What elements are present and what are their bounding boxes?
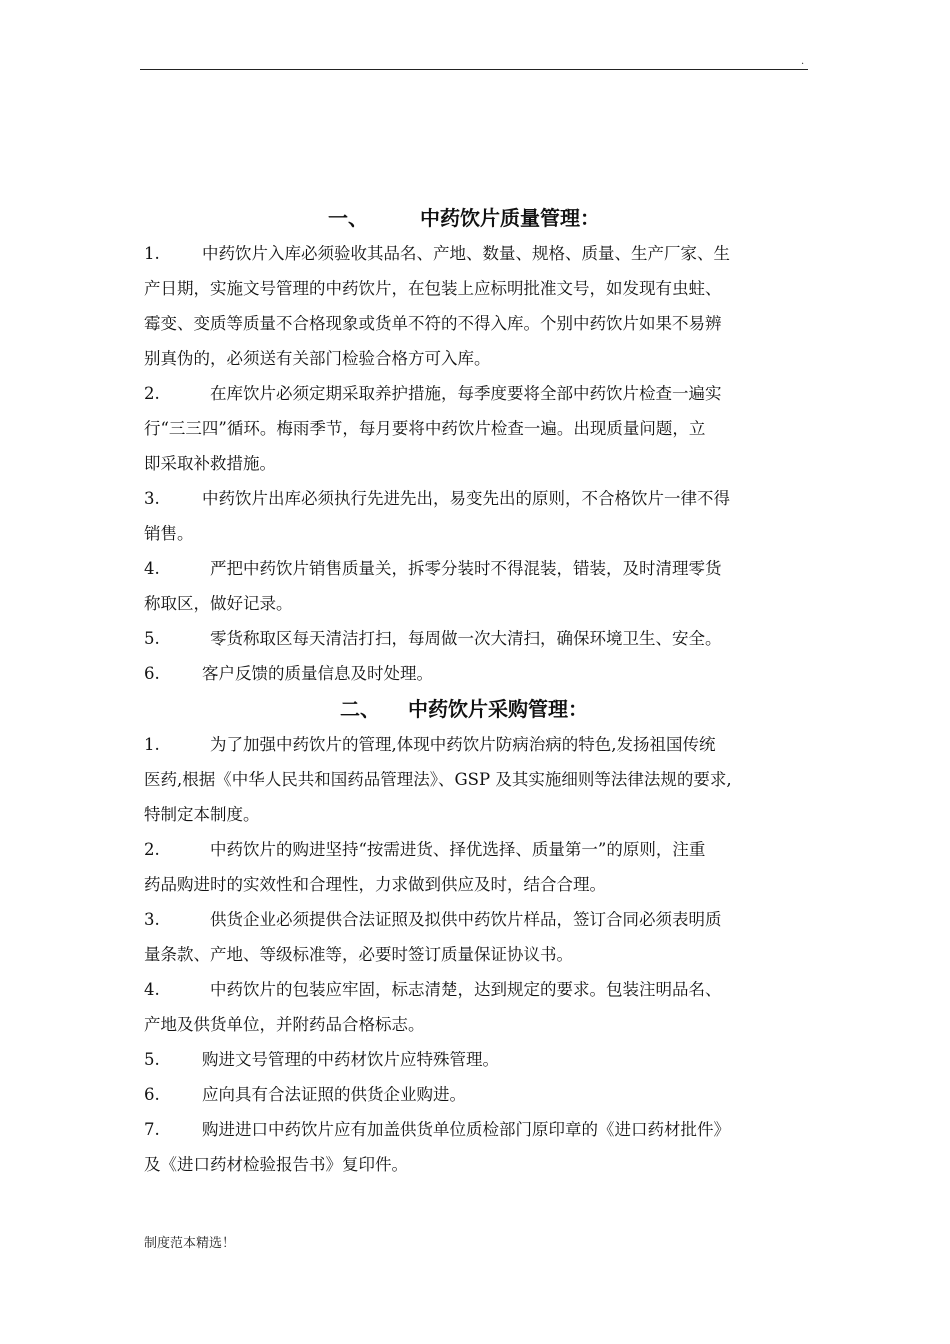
header-rule <box>140 69 808 70</box>
item-number: 1. <box>144 244 160 263</box>
item-number: 1. <box>144 735 160 754</box>
item-text: 供货企业必须提供合法证照及拟供中药饮片样品，签订合同必须表明质 <box>210 910 722 929</box>
item-number: 5. <box>144 629 160 648</box>
item-text: 购进进口中药饮片应有加盖供货单位质检部门原印章的《进口药材批件》 <box>202 1120 730 1139</box>
item-line <box>144 656 816 691</box>
item-line <box>144 832 816 867</box>
item-line <box>144 1042 816 1077</box>
item-text: 量条款、产地、等级标准等，必要时签订质量保证协议书。 <box>144 945 573 964</box>
item-text: 及《进口药材检验报告书》复印件。 <box>144 1155 408 1174</box>
item-line <box>144 1112 816 1147</box>
list-item <box>144 1042 816 1077</box>
item-line <box>144 236 816 271</box>
item-text: 即采取补救措施。 <box>144 454 276 473</box>
item-line <box>144 902 816 937</box>
section-title <box>144 200 816 236</box>
list-item <box>144 1077 816 1112</box>
item-number: 2. <box>144 384 160 403</box>
item-text: 别真伪的，必须送有关部门检验合格方可入库。 <box>144 349 491 368</box>
item-line <box>144 1077 816 1112</box>
item-number: 7. <box>144 1120 160 1139</box>
item-text: 产地及供货单位，并附药品合格标志。 <box>144 1015 425 1034</box>
list-item <box>144 236 816 376</box>
header-mark: . <box>801 56 805 67</box>
section-number: 一、 <box>328 206 368 230</box>
section-title <box>144 691 816 727</box>
item-text: 客户反馈的质量信息及时处理。 <box>202 664 433 683</box>
item-text: 行“三三四”循环。梅雨季节，每月要将中药饮片检查一遍。出现质量问题，立 <box>144 419 706 438</box>
item-text: 产日期，实施文号管理的中药饮片，在包装上应标明批准文号，如发现有虫蛀、 <box>144 279 722 298</box>
item-number: 3. <box>144 489 160 508</box>
list-item <box>144 972 816 1042</box>
item-number: 6. <box>144 1085 160 1104</box>
item-text: 特制定本制度。 <box>144 805 260 824</box>
section-heading: 中药饮片采购管理： <box>408 697 588 721</box>
item-number: 4. <box>144 980 160 999</box>
list-item <box>144 727 816 832</box>
item-text: 为了加强中药饮片的管理,体现中药饮片防病治病的特色,发扬祖国传统 <box>210 735 716 754</box>
page-footer: 制度范本精选！ <box>144 1236 236 1251</box>
item-text: 购进文号管理的中药材饮片应特殊管理。 <box>202 1050 499 1069</box>
section-number: 二、 <box>340 697 380 721</box>
item-text: 严把中药饮片销售质量关，拆零分装时不得混装，错装，及时清理零货 <box>210 559 722 578</box>
list-item <box>144 621 816 656</box>
item-text: 在库饮片必须定期采取养护措施，每季度要将全部中药饮片检查一遍实 <box>210 384 722 403</box>
item-number: 6. <box>144 664 160 683</box>
list-item <box>144 902 816 972</box>
item-text: 药品购进时的实效性和合理性，力求做到供应及时，结合合理。 <box>144 875 606 894</box>
list-item <box>144 1112 816 1182</box>
item-number: 2. <box>144 840 160 859</box>
item-line <box>144 727 816 762</box>
document-body <box>144 200 816 1182</box>
list-item <box>144 551 816 621</box>
item-text: 销售。 <box>144 524 194 543</box>
item-number: 5. <box>144 1050 160 1069</box>
item-text: 霉变、变质等质量不合格现象或货单不符的不得入库。个别中药饮片如果不易辨 <box>144 314 722 333</box>
item-number: 3. <box>144 910 160 929</box>
item-text: 医药,根据《中华人民共和国药品管理法》、GSP 及其实施细则等法律法规的要求, <box>144 770 732 789</box>
item-text: 应向具有合法证照的供货企业购进。 <box>202 1085 466 1104</box>
item-line <box>144 481 816 516</box>
list-item <box>144 376 816 481</box>
item-text: 中药饮片入库必须验收其品名、产地、数量、规格、质量、生产厂家、生 <box>202 244 730 263</box>
item-text: 中药饮片的购进坚持“按需进货、择优选择、质量第一”的原则，注重 <box>210 840 706 859</box>
item-line <box>144 551 816 586</box>
item-text: 中药饮片的包装应牢固，标志清楚，达到规定的要求。包装注明品名、 <box>210 980 722 999</box>
list-item <box>144 656 816 691</box>
list-item <box>144 481 816 551</box>
item-text: 零货称取区每天清洁打扫，每周做一次大清扫，确保环境卫生、安全。 <box>210 629 722 648</box>
item-text: 中药饮片出库必须执行先进先出，易变先出的原则，不合格饮片一律不得 <box>202 489 730 508</box>
item-line <box>144 972 816 1007</box>
item-line <box>144 376 816 411</box>
item-text: 称取区，做好记录。 <box>144 594 293 613</box>
list-item <box>144 832 816 902</box>
section-heading: 中药饮片质量管理： <box>420 206 600 230</box>
item-number: 4. <box>144 559 160 578</box>
item-line <box>144 621 816 656</box>
